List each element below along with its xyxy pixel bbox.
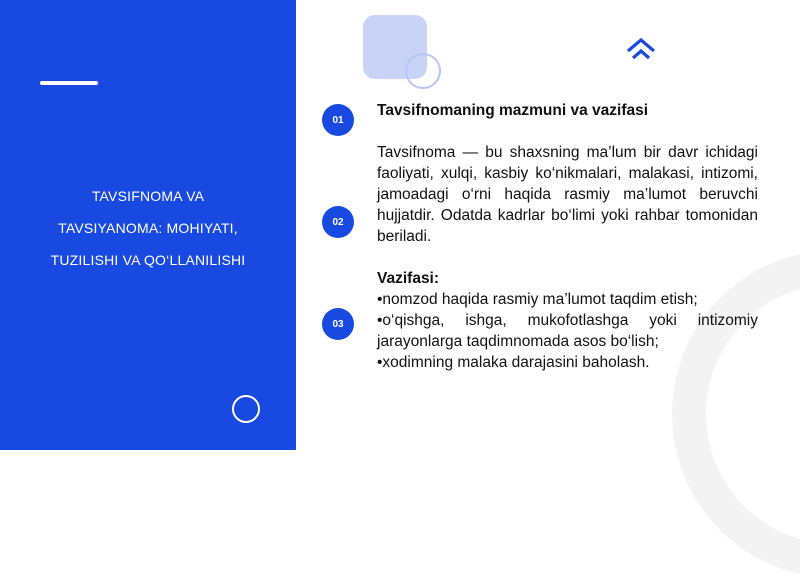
slide-title xyxy=(20,180,276,276)
functions-heading: Vazifasi: xyxy=(377,270,440,287)
slide-title-line-1: TAVSIFNOMA VA xyxy=(91,188,205,204)
step-badge-01: 01 xyxy=(322,104,354,136)
section-heading: Tavsifnomaning mazmuni va vazifasi xyxy=(377,102,649,119)
slide-title-line-2: TAVSIYANOMA: MOHIYATI, xyxy=(58,220,238,236)
slide-title-line-3: TUZILISHI VA QO‘LLANILISHI xyxy=(50,252,246,268)
content-block xyxy=(377,100,758,373)
decorative-circle xyxy=(232,395,260,423)
function-bullet-2: •o‘qishga, ishga, mukofotlashga yoki intizomiy jarayonlarga taqdimnomada asos bo‘lish; xyxy=(377,312,758,350)
accent-line xyxy=(40,81,98,85)
step-badge-03: 03 xyxy=(322,308,354,340)
definition-paragraph: Tavsifnoma — bu shaxsning ma’lum bir davr ichidagi faoliyati, xulqi, kasbiy ko‘nikmalari, malakasi, intizomi, jamoadagi o‘rni haqida rasmiy ma’lumot beruvchi hujjatdir. Odatda kadrlar bo‘limi yoki rahbar tomonidan beriladi. xyxy=(377,144,758,245)
function-bullet-3: •xodimning malaka darajasini baholash. xyxy=(377,354,650,371)
function-bullet-1: •nomzod haqida rasmiy ma’lumot taqdim etish; xyxy=(377,291,698,308)
chevron-stack-logo-icon xyxy=(626,37,656,61)
title-panel xyxy=(0,0,296,450)
step-badge-02: 02 xyxy=(322,206,354,238)
decorative-ring xyxy=(405,53,441,89)
